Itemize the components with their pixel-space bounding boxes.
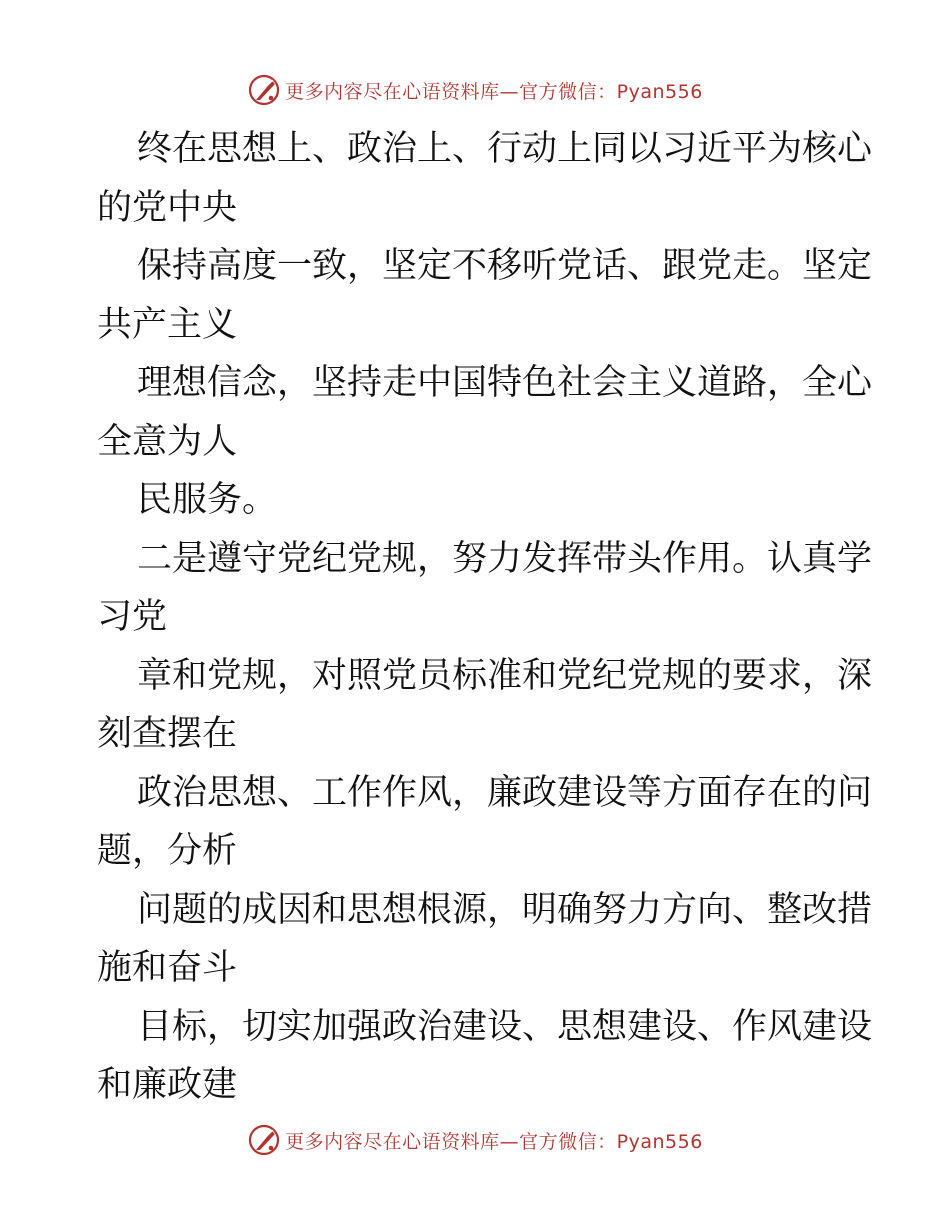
body-line: 章和党规，对照党员标准和党纪党规的要求，深 — [137, 655, 873, 696]
header-banner-text: 更多内容尽在心语资料库—官方微信：Pyan556 — [285, 80, 703, 103]
body-line: 和廉政建 — [97, 1065, 238, 1105]
body-line: 施和奋斗 — [97, 948, 238, 988]
body-line: 共产主义 — [97, 304, 238, 345]
footer-banner-text: 更多内容尽在心语资料库—官方微信：Pyan556 — [285, 1130, 703, 1153]
header-banner — [0, 70, 950, 110]
footer-banner — [0, 1120, 950, 1160]
body-line: 问题的成因和思想根源，明确努力方向、整改措 — [137, 889, 873, 930]
body-line: 理想信念，坚持走中国特色社会主义道路，全心 — [137, 363, 873, 403]
body-line: 刻查摆在 — [97, 714, 238, 754]
body-line: 习党 — [97, 597, 168, 637]
body-line: 二是遵守党纪党规，努力发挥带头作用。认真学 — [137, 538, 873, 579]
body-line: 全意为人 — [97, 421, 238, 462]
body-line: 保持高度一致，坚定不移听党话、跟党走。坚定 — [137, 246, 873, 286]
body-line: 政治思想、工作作风，廉政建设等方面存在的问 — [137, 772, 873, 813]
body-line: 民服务。 — [137, 480, 278, 520]
body-line: 目标，切实加强政治建设、思想建设、作风建设 — [137, 1006, 873, 1047]
body-line: 的党中央 — [97, 187, 238, 228]
document-body — [97, 120, 873, 1115]
quill-logo-icon — [247, 1123, 281, 1157]
body-line: 题，分析 — [97, 831, 238, 871]
quill-logo-icon — [247, 73, 281, 107]
body-line: 终在思想上、政治上、行动上同以习近平为核心 — [137, 129, 873, 169]
